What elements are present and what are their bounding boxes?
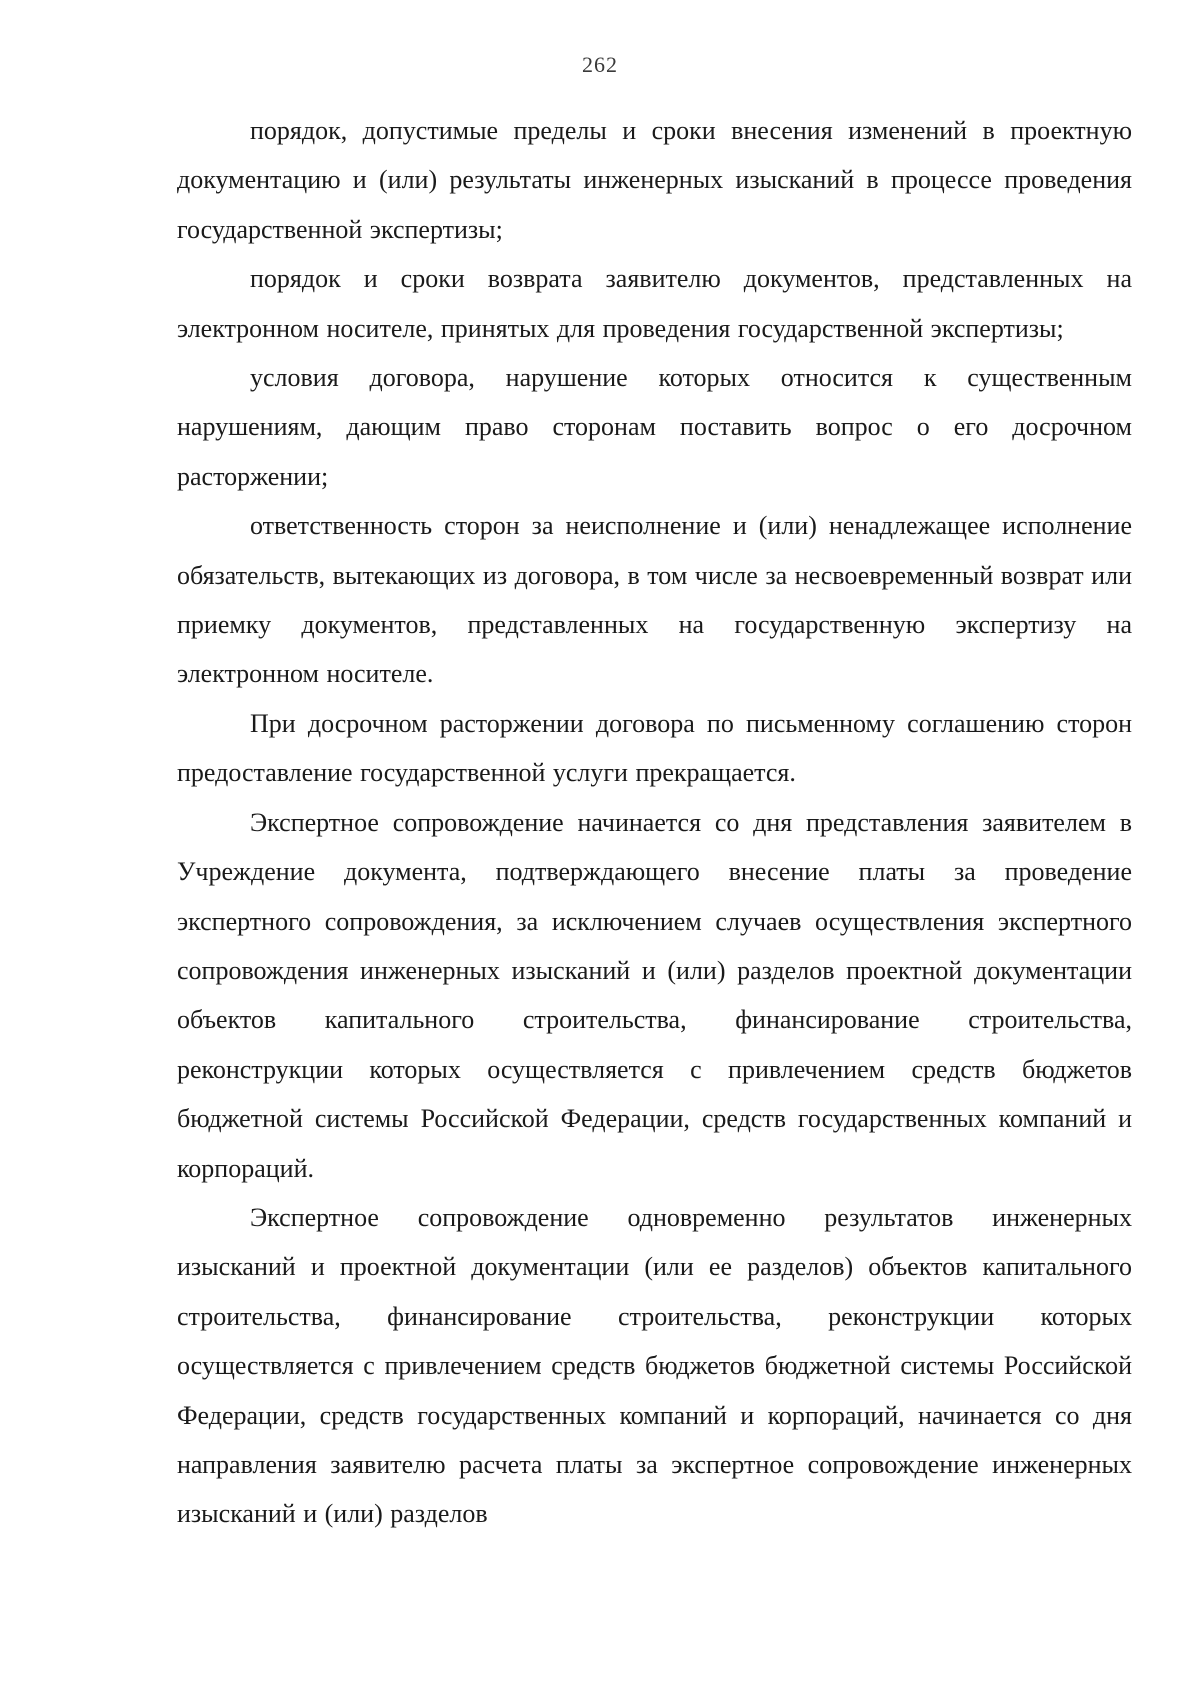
paragraph-document-return: порядок и сроки возврата заявителю документов, представленных на электронном носителе, принятых для проведения государственной экспертизы;: [177, 264, 1132, 343]
paragraph-amendment-procedure: порядок, допустимые пределы и сроки внесения изменений в проектную документацию и (или) результаты инженерных изысканий в процессе проведения государственной экспертизы;: [177, 116, 1132, 244]
paragraph-party-liability: ответственность сторон за неисполнение и (или) ненадлежащее исполнение обязательств, вытекающих из договора, в том числе за несвоевременный возврат или приемку документов, представленных на государственную экспертизу на электронном носителе.: [177, 511, 1132, 689]
page-number: 262: [582, 52, 618, 77]
paragraph-simultaneous-support: Экспертное сопровождение одновременно результатов инженерных изысканий и проектной документации (или ее разделов) объектов капитального строительства, финансирование строительства, реконструкции которых осуществляется с привлечением средств бюджетов бюджетной системы Российской Федерации, средств государственных компаний и корпораций, начинается со дня направления заявителю расчета платы за экспертное сопровождение инженерных изысканий и (или) разделов: [177, 1202, 1132, 1529]
paragraph-contract-terms: условия договора, нарушение которых относится к существенным нарушениям, дающим право сторонам поставить вопрос о его досрочном расторжении;: [177, 363, 1132, 491]
document-body: [177, 106, 1132, 1539]
paragraph-expert-support-start: Экспертное сопровождение начинается со дня представления заявителем в Учреждение документа, подтверждающего внесение платы за проведение экспертного сопровождения, за исключением случаев осуществления экспертного сопровождения инженерных изысканий и (или) разделов проектной документации объектов капитального строительства, финансирование строительства, реконструкции которых осуществляется с привлечением средств бюджетов бюджетной системы Российской Федерации, средств государственных компаний и корпораций.: [177, 807, 1132, 1183]
paragraph-early-termination: При досрочном расторжении договора по письменному соглашению сторон предоставление государственной услуги прекращается.: [177, 708, 1132, 788]
